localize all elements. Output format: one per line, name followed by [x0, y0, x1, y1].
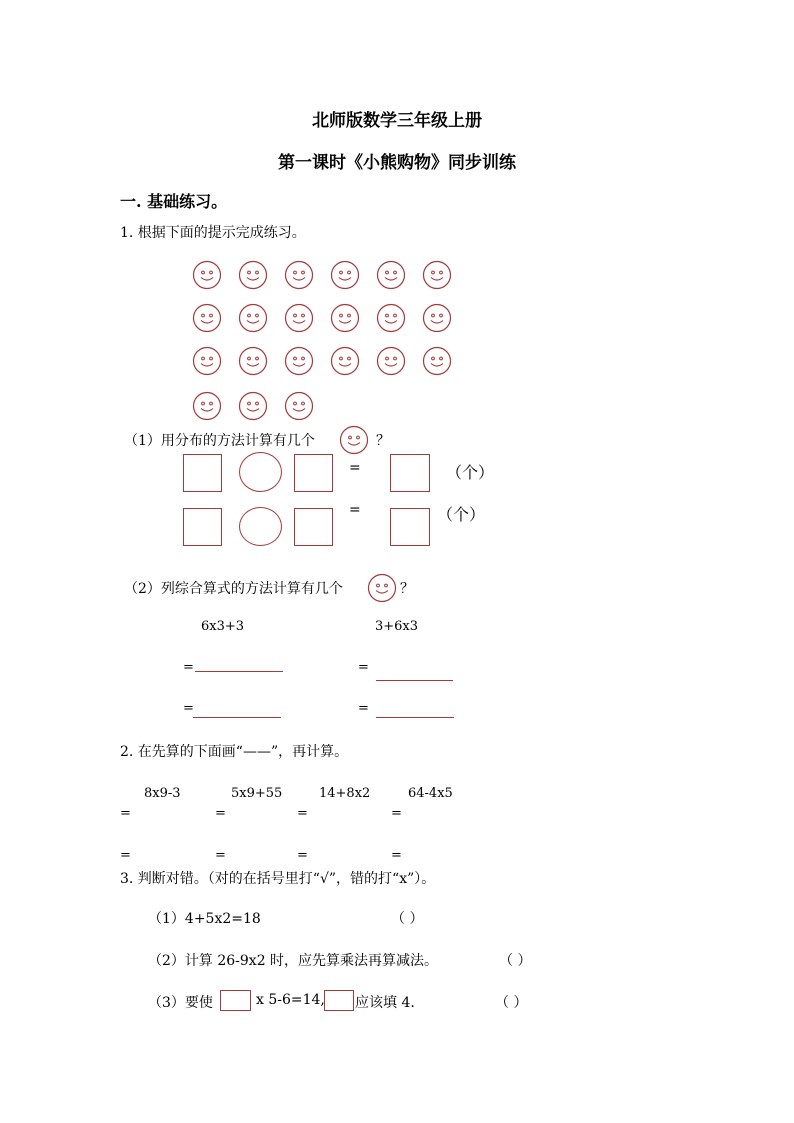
- judge-item-3-suffix: 应该填 4.: [355, 995, 415, 1011]
- section-heading: 一. 基础练习。: [120, 192, 228, 211]
- equals-sign: =: [183, 701, 194, 716]
- smiley-face-icon: [330, 303, 360, 333]
- smiley-face-icon: [422, 346, 452, 376]
- operator-circle[interactable]: [239, 452, 282, 492]
- smiley-face-icon: [284, 303, 314, 333]
- smiley-face-icon: [192, 346, 222, 376]
- smiley-face-icon: [376, 303, 406, 333]
- expression: 64-4x5: [408, 786, 453, 801]
- expression: 5x9+55: [231, 786, 283, 801]
- smiley-face-icon: [376, 346, 406, 376]
- smiley-face-icon: [238, 303, 268, 333]
- answer-line[interactable]: [193, 717, 281, 718]
- smiley-face-icon: [422, 260, 452, 290]
- smiley-face-icon: [284, 391, 314, 421]
- blank-box[interactable]: [220, 990, 251, 1011]
- expression-left: 6x3+3: [201, 619, 245, 634]
- expression: 14+8x2: [319, 786, 371, 801]
- page-subtitle: 第一课时《小熊购物》同步训练: [278, 153, 516, 173]
- question-1-prompt: 1. 根据下面的提示完成练习。: [120, 225, 306, 241]
- smiley-face-icon: [238, 346, 268, 376]
- equals-sign: =: [297, 848, 308, 863]
- unit-label: （个）: [446, 463, 495, 482]
- equals-sign: =: [391, 806, 402, 821]
- answer-line[interactable]: [376, 717, 454, 718]
- smiley-face-icon: [376, 260, 406, 290]
- answer-box[interactable]: [183, 454, 222, 492]
- judge-item-1: （1）4+5x2=18: [148, 911, 261, 927]
- equals-sign: =: [215, 848, 226, 863]
- judge-item-3-middle: x 5-6=14,: [256, 992, 325, 1008]
- equals-sign: =: [120, 848, 131, 863]
- answer-line[interactable]: [376, 680, 453, 681]
- equals-sign: =: [349, 502, 361, 518]
- answer-bracket[interactable]: （ ）: [391, 911, 424, 927]
- smiley-face-icon: [422, 303, 452, 333]
- judge-item-2: （2）计算 26-9x2 时，应先算乘法再算减法。: [148, 953, 439, 969]
- equals-sign: =: [183, 660, 194, 675]
- smiley-face-icon: [367, 573, 397, 603]
- answer-box[interactable]: [294, 508, 333, 546]
- equals-sign: =: [297, 806, 308, 821]
- smiley-face-icon: [192, 303, 222, 333]
- answer-box[interactable]: [183, 508, 222, 546]
- operator-circle[interactable]: [239, 507, 282, 546]
- smiley-face-icon: [339, 425, 369, 455]
- unit-label: （个）: [437, 505, 486, 524]
- smiley-face-icon: [192, 391, 222, 421]
- equals-sign: =: [391, 848, 402, 863]
- equals-sign: =: [215, 806, 226, 821]
- smiley-face-icon: [238, 391, 268, 421]
- part-2-question-mark: ？: [400, 581, 414, 597]
- part-1-question-mark: ？: [376, 433, 390, 449]
- judge-item-3-prefix: （3）要使: [148, 995, 213, 1011]
- smiley-face-icon: [284, 346, 314, 376]
- question-3-prompt: 3. 判断对错。（对的在括号里打“√”，错的打“x”）。: [120, 871, 436, 887]
- answer-line[interactable]: [195, 671, 283, 672]
- answer-box[interactable]: [294, 454, 333, 492]
- equals-sign: =: [120, 806, 131, 821]
- expression-right: 3+6x3: [375, 619, 419, 634]
- result-box[interactable]: [390, 454, 430, 492]
- blank-box[interactable]: [324, 990, 354, 1011]
- page-title: 北师版数学三年级上册: [312, 111, 482, 131]
- result-box[interactable]: [390, 508, 430, 546]
- question-2-prompt: 2. 在先算的下面画“——”，再计算。: [120, 744, 349, 760]
- smiley-face-icon: [192, 260, 222, 290]
- part-2-label: （2）列综合算式的方法计算有几个: [124, 581, 343, 597]
- smiley-face-icon: [330, 260, 360, 290]
- equals-sign: =: [358, 660, 369, 675]
- equals-sign: =: [349, 460, 361, 476]
- answer-bracket[interactable]: （ ）: [495, 995, 528, 1011]
- smiley-face-icon: [284, 260, 314, 290]
- answer-bracket[interactable]: （ ）: [499, 953, 532, 969]
- smiley-face-icon: [238, 260, 268, 290]
- part-1-label: （1）用分布的方法计算有几个: [124, 433, 315, 449]
- equals-sign: =: [358, 701, 369, 716]
- expression: 8x9-3: [144, 786, 181, 801]
- smiley-face-icon: [330, 346, 360, 376]
